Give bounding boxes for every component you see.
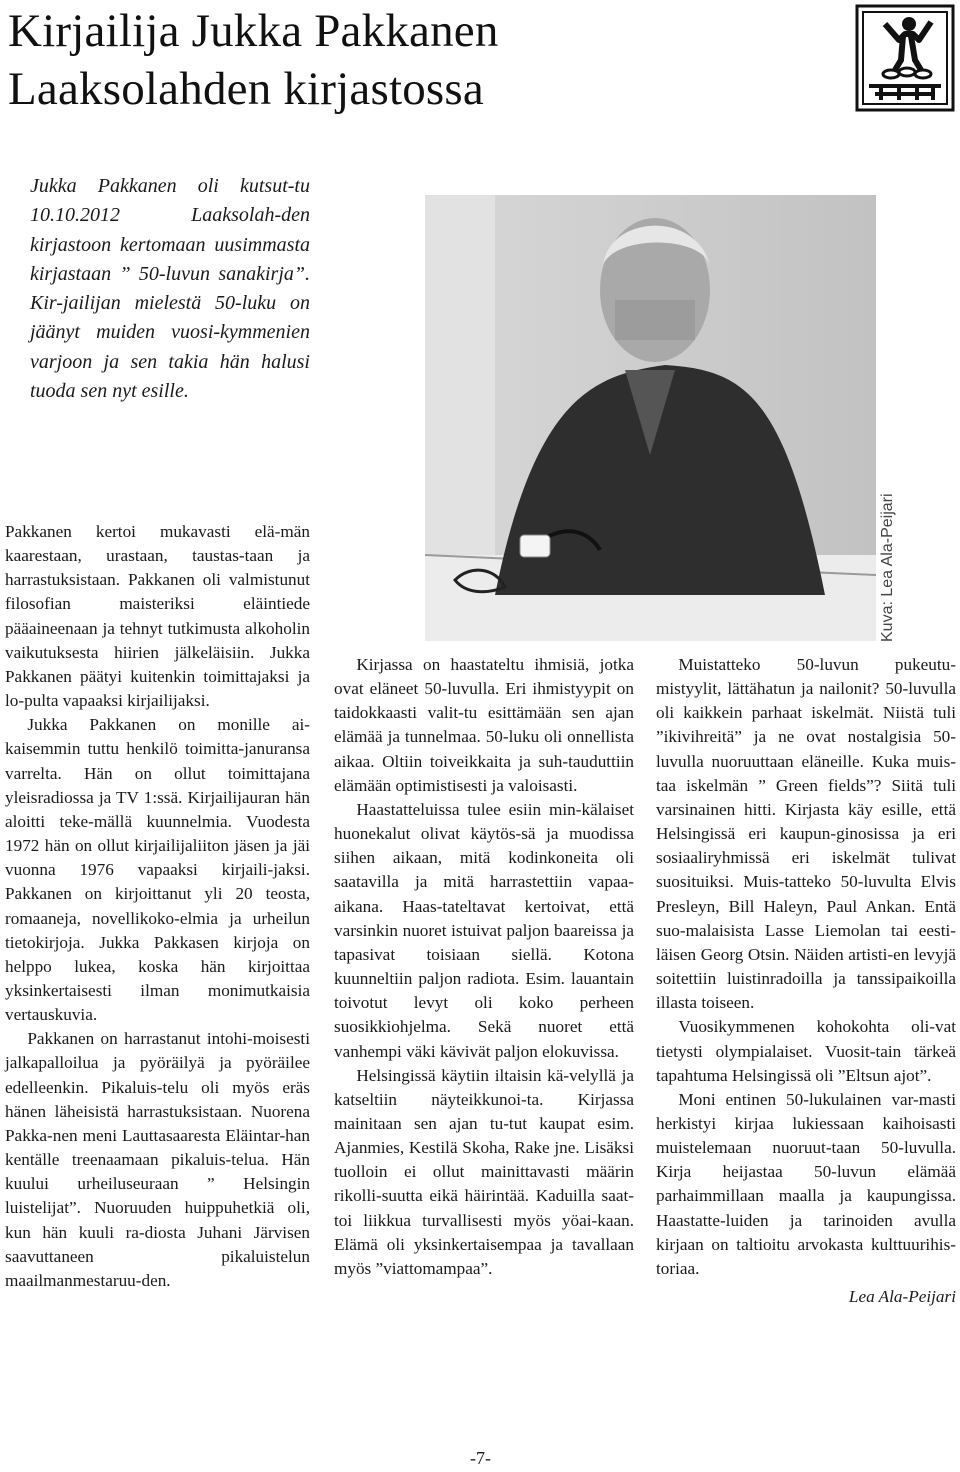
paragraph: Kirjassa on haastateltu ihmisiä, jotka ovat eläneet 50-luvulla. Eri ihmistyypit on taidokkaasti valit-tu esittämään sen ajan elämää ja tunnelmaa. 50-luku oli onnellista aikaa. Oltiin toiveikkaita ja suh-tauduttiin elämään optimistisesti ja valoisasti. [334, 655, 634, 795]
paragraph: Pakkanen on harrastanut intohi-moisesti jalkapalloilua ja pyöräilyä ja pyöräilee edelleenkin. Pikaluis-telu oli myös eräs hänen läheisistä harrastuksistaan. Nuorena Pakka-nen meni Lauttasaaresta Eläintar-han kentälle treenaamaan pikaluis-telua. Hän kuului urheiluseuraan ” Helsingin luistelijat”. Nuoruuden huippuhetkiä oli, kun hän kuuli ra-diosta Juhani Järvisen saavuttaneen pikaluistelun maailmanmestaruu-den. [5, 1029, 310, 1290]
column-2 [334, 653, 634, 1281]
intro-text [30, 172, 310, 406]
paragraph: Jukka Pakkanen on monille ai-kaisemmin tuttu henkilö toimitta-januransa varrelta. Hän on ollut toimittajana yleisradiossa ja TV 1:ssä. Kirjailijauran hän aloitti teke-mällä kuunnelmia. Vuodesta 1972 hän on ollut kirjailijaliiton jäsen ja jäi vuonna 1976 vapaaksi kirjaili-jaksi. Pakkanen on kirjoittanut yli 20 teosta, romaaneja, novellikoko-elmia ja urheilun tietokirjoja. Jukka Pakkasen kirjoja on helppo lukea, koska hän kirjoittaa yksinkertaisesti ilman monimutkaisia vertauskuvia. [5, 715, 310, 1025]
page-number: -7- [470, 1448, 491, 1468]
paragraph: Pakkanen kertoi mukavasti elä-män kaarestaan, urastaan, taustas-taan ja harrastuksistaan. Pakkanen oli valmistunut filosofian maisteriksi eläintiede pääaineenaan ja tehnyt tutkimusta alkoholin vaikutuksesta hiirien jälkeläisiin. Jukka Pakkanen päätyi kuitenkin toimittajaksi ja lo-pulta vapaaksi kirjailijaksi. [5, 522, 310, 711]
intro-paragraph: Jukka Pakkanen oli kutsut-tu 10.10.2012 Laaksolah-den kirjastoon kertomaan uusimmasta kirjastaan ” 50-luvun sanakirja”. Kir-jailijan mielestä 50-luku on jäänyt muiden vuosi-kymmenien varjoon ja sen takia hän halusi tuoda sen nyt esille. [30, 175, 310, 403]
paragraph: Vuosikymmenen kohokohta oli-vat tietysti olympialaiset. Vuosit-tain tärkeä tapahtuma Helsingissä oli ”Eltsun ajot”. [656, 1017, 956, 1085]
portrait-photo-icon [425, 195, 876, 641]
title-line-1: Kirjailija Jukka Pakkanen [8, 5, 499, 57]
title-line-2: Laaksolahden kirjastossa [8, 63, 484, 115]
column-1 [5, 520, 310, 1293]
library-logo-icon [855, 4, 955, 112]
paragraph: Helsingissä käytiin iltaisin kä-velyllä ja katseltiin näyteikkunoi-ta. Kirjassa mainitaan sen ajan tu-tut kaupat esim. Ajanmies, Kestilä Skoha, Rake jne. Lisäksi tuolloin ei ollut mainittavasti määrin rikolli-suutta eikä häirintää. Kaduilla saat-toi liikkua turvallisesti myös yöai-kaan. Elämä oli yksinkertaisempaa ja tavallaan myös ”viattomampaa”. [334, 1065, 634, 1278]
article-title [8, 2, 828, 118]
paragraph: Muistatteko 50-luvun pukeutu-mistyylit, lättähatun ja nailonit? 50-luvulla oli kaikkein parhaat iskelmät. Niistä tuli ”ikivihreitä” ja ne ovat nostalgisia 50-luvulla nuoruuttaan eläneille. Kuka muis-taa iskelmän ” Green fields”? Siitä tuli varsinainen hitti. Kirjasta käy esille, että Helsingissä eri kaupun-ginosissa ja eri sosiaaliryhmissä eri iskelmät tulivat suosituiksi. Muis-tatteko 50-luvulta Elvis Presleyn, Bill Haleyn, Paul Ankan. Entä suo-malaisista Lasse Liemolan tai eesti-läisen Georg Otsin. Näiden artisti-en levyjä soitettiin luistinradoilla ja tanssipaikoilla illasta toiseen. [656, 655, 956, 1013]
paragraph: Moni entinen 50-lukulainen var-masti herkistyi kirjaa lukiessaan kaihoisasti muistelemaan nuoruut-taan 50-luvulla. Kirja heijastaa 50-luvun elämää parhaimmillaan maalla ja kaupungissa. Haastatte-luiden ja tarinoiden avulla kirjaan on taltioitu arvokasta kulttuurihis-toriaa. [656, 1089, 956, 1278]
paragraph: Haastatteluissa tulee esiin min-kälaiset huonekalut olivat käytös-sä ja muodissa siihen aikaan, mitä kodinkoneita oli saatavilla ja mitä harrastettiin vapaa-aikana. Haas-tateltavat kertoivat, että varsinkin nuoret istuivat paljon baareissa ja tapasivat toisiaan siellä. Kotona kuunneltiin paljon radiota. Esim. lauantain toivotut levyt oli koko perheen suosikkiohjelma. Sekä nuoret että vanhempi väki kävivät paljon elokuvissa. [334, 799, 634, 1061]
author-photo [425, 195, 876, 641]
author-signature: Lea Ala-Peijari [848, 1287, 956, 1307]
photo-credit: Kuva: Lea Ala-Peijari [879, 493, 896, 642]
column-3 [656, 653, 956, 1309]
